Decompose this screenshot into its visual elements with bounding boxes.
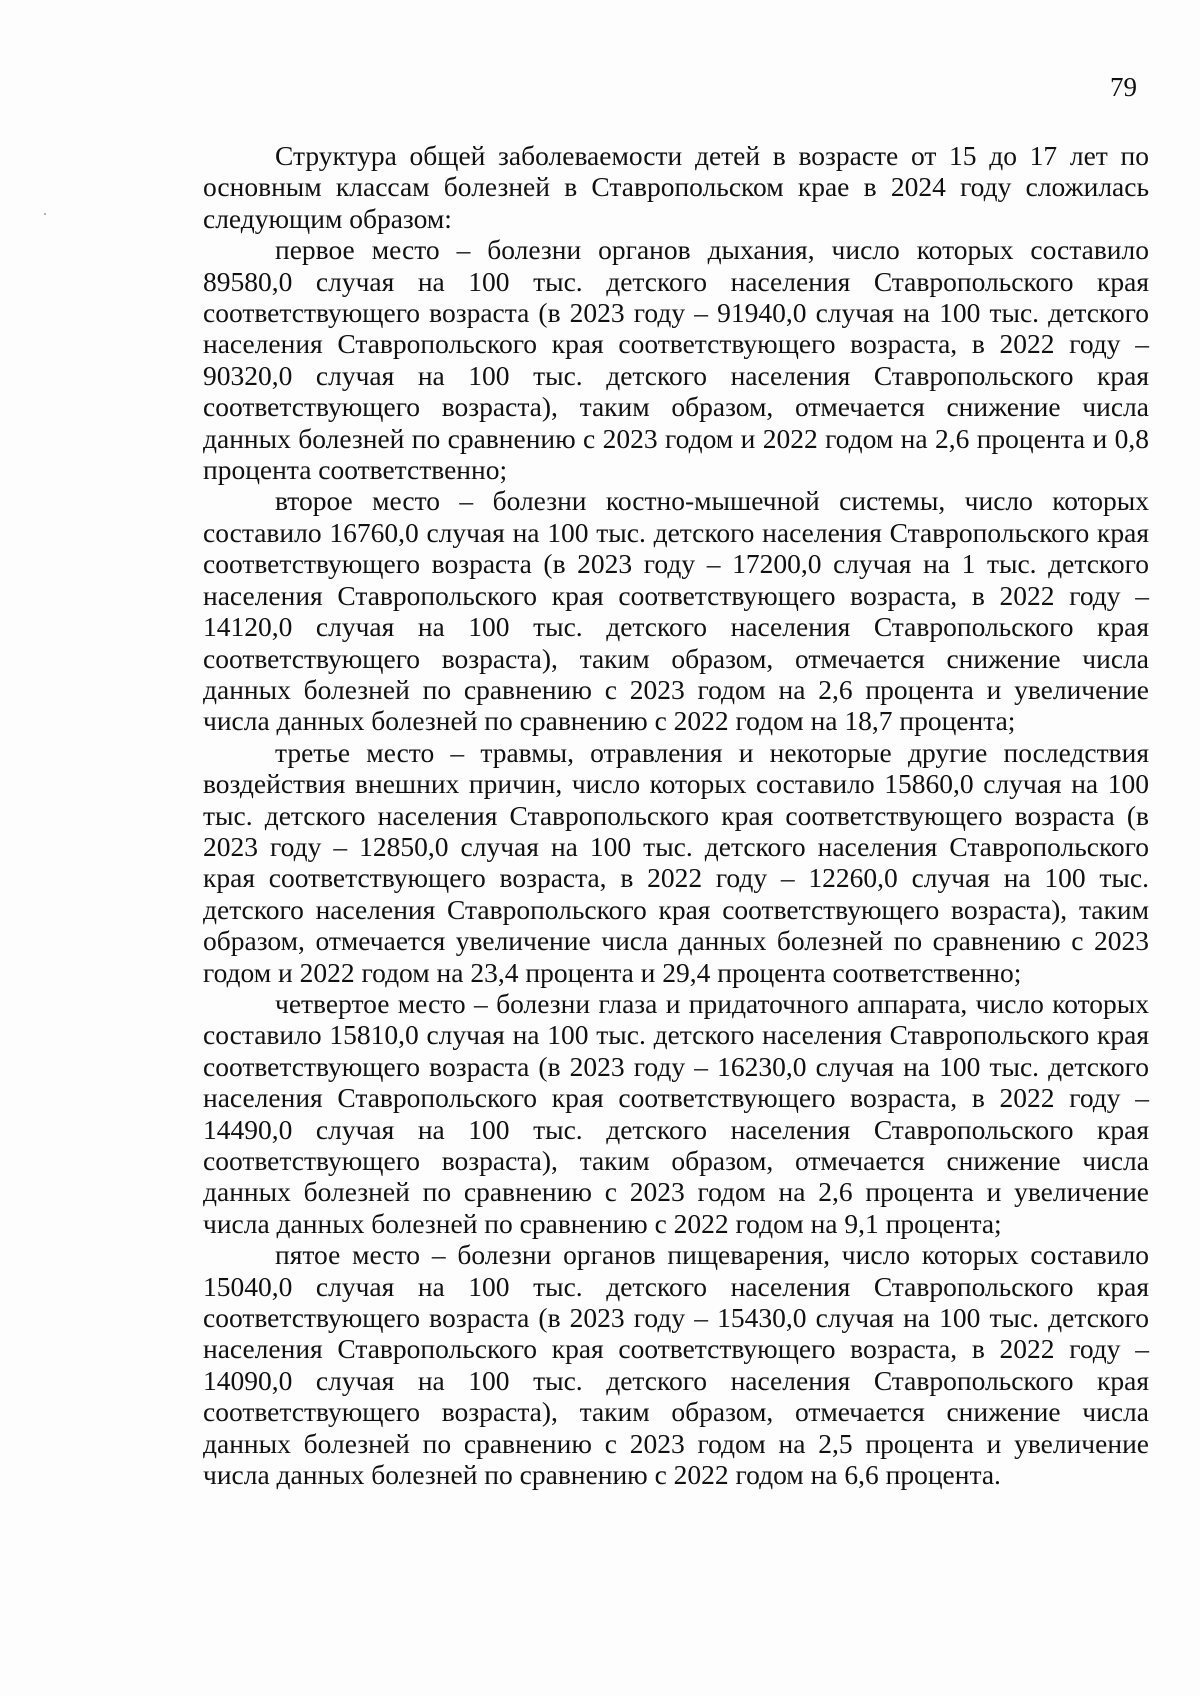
paragraph-second-place: второе место – болезни костно-мышечной системы, число которых составило 16760,0 случая на 100 тыс. детского населения Ставропольского края соответствующего возраста (в 2023 году – 17200,0 случая на 1 тыс. детского населения Ставропольского края соответствующего возраста, в 2022 году – 14120,0 случая на 100 тыс. детского населения Ставропольского края соответствующего возраста), таким образом, отмечается снижение числа данных болезней по сравнению с 2023 годом на 2,6 процента и увеличение числа данных болезней по сравнению с 2022 годом на 18,7 процента;	[203, 485, 1149, 737]
paragraph-third-place: третье место – травмы, отравления и некоторые другие последствия воздействия внешних причин, число которых составило 15860,0 случая на 100 тыс. детского населения Ставропольского края соответствующего возраста (в 2023 году – 12850,0 случая на 100 тыс. детского населения Ставропольского края соответствующего возраста, в 2022 году – 12260,0 случая на 100 тыс. детского населения Ставропольского края соответствующего возраста), таким образом, отмечается увеличение числа данных болезней по сравнению с 2023 годом и 2022 годом на 23,4 процента и 29,4 процента соответственно;	[203, 736, 1149, 988]
paragraph-fifth-place: пятое место – болезни органов пищеварения, число которых составило 15040,0 случая на 100 тыс. детского населения Ставропольского края соответствующего возраста (в 2023 году – 15430,0 случая на 100 тыс. детского населения Ставропольского края соответствующего возраста, в 2022 году – 14090,0 случая на 100 тыс. детского населения Ставропольского края соответствующего возраста), таким образом, отмечается снижение числа данных болезней по сравнению с 2023 годом на 2,5 процента и увеличение числа данных болезней по сравнению с 2022 годом на 6,6 процента.	[203, 1239, 1149, 1491]
paragraph-first-place: первое место – болезни органов дыхания, число которых составило 89580,0 случая на 100 тыс. детского населения Ставропольского края соответствующего возраста (в 2023 году – 91940,0 случая на 100 тыс. детского населения Ставропольского края соответствующего возраста, в 2022 году – 90320,0 случая на 100 тыс. детского населения Ставропольского края соответствующего возраста), таким образом, отмечается снижение числа данных болезней по сравнению с 2023 годом и 2022 годом на 2,6 процента и 0,8 процента соответственно;	[203, 234, 1149, 486]
scan-speck	[44, 213, 46, 215]
page-number: 79	[1110, 72, 1137, 102]
intro-paragraph: Структура общей заболеваемости детей в возрасте от 15 до 17 лет по основным классам болезней в Ставропольском крае в 2024 году сложилась следующим образом:	[203, 140, 1149, 234]
paragraph-fourth-place: четвертое место – болезни глаза и придаточного аппарата, число которых составило 15810,0 случая на 100 тыс. детского населения Ставропольского края соответствующего возраста (в 2023 году – 16230,0 случая на 100 тыс. детского населения Ставропольского края соответствующего возраста, в 2022 году – 14490,0 случая на 100 тыс. детского населения Ставропольского края соответствующего возраста), таким образом, отмечается снижение числа данных болезней по сравнению с 2023 годом на 2,6 процента и увеличение числа данных болезней по сравнению с 2022 годом на 9,1 процента;	[203, 987, 1149, 1239]
document-body	[203, 140, 1149, 1490]
